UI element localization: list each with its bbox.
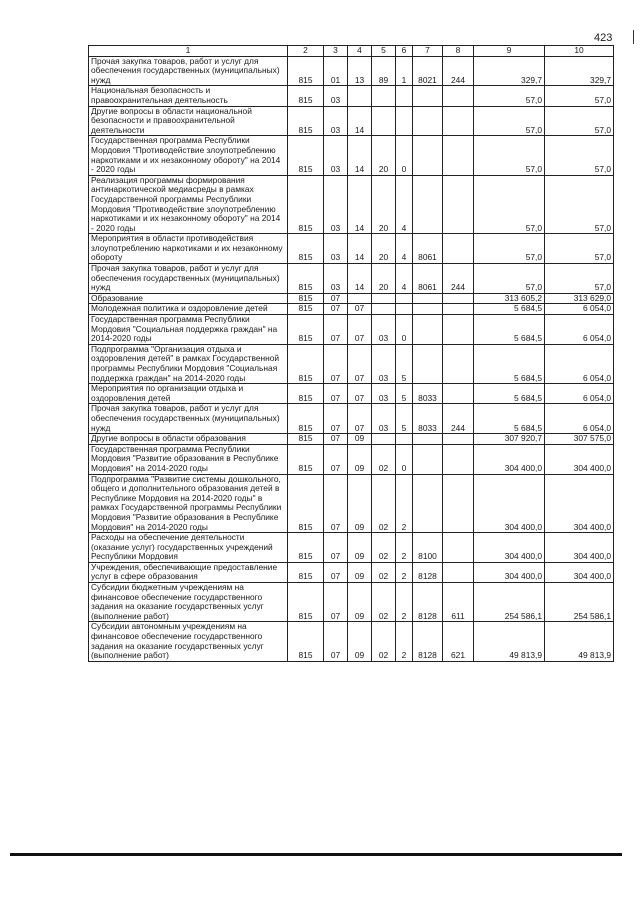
- amount-2015-cell: 329,7: [474, 56, 545, 86]
- admin-code-cell: 815: [288, 384, 324, 404]
- admin-code-cell: 815: [288, 234, 324, 264]
- target-article-code-cell: 8061: [413, 234, 443, 264]
- section-code-cell: 07: [324, 583, 348, 622]
- program-code-cell: [372, 86, 396, 106]
- item-name-cell: Другие вопросы в области национальной безопасности и правоохранительной деятельности: [89, 106, 288, 136]
- program-code-cell: 02: [372, 562, 396, 582]
- program-code-cell: 20: [372, 175, 396, 234]
- item-name-cell: Государственная программа Республики Мордовия "Развитие образования в Республике Мордовия" на 2014-2020 годы: [89, 444, 288, 474]
- subsection-code-cell: 14: [348, 234, 372, 264]
- amount-2015-cell: 5 684,5: [474, 384, 545, 404]
- section-code-cell: 03: [324, 264, 348, 294]
- subprogram-code-cell: [396, 304, 413, 315]
- admin-code-cell: 815: [288, 175, 324, 234]
- amount-2016-cell: 307 575,0: [545, 434, 614, 445]
- target-article-code-cell: 8033: [413, 404, 443, 434]
- item-name-cell: Прочая закупка товаров, работ и услуг для обеспечения государственных (муниципальных) нужд: [89, 264, 288, 294]
- program-code-cell: 02: [372, 444, 396, 474]
- section-code-cell: 07: [324, 444, 348, 474]
- admin-code-cell: 815: [288, 533, 324, 563]
- amount-2016-cell: 57,0: [545, 106, 614, 136]
- amount-2015-cell: 57,0: [474, 106, 545, 136]
- amount-2015-cell: 5 684,5: [474, 404, 545, 434]
- expense-type-code-cell: 621: [443, 622, 474, 661]
- program-code-cell: [372, 293, 396, 304]
- item-name-cell: Государственная программа Республики Мордовия "Социальная поддержка граждан" на 2014-2020 годы: [89, 315, 288, 345]
- program-code-cell: 03: [372, 344, 396, 383]
- expense-type-code-cell: [443, 384, 474, 404]
- amount-2015-cell: 304 400,0: [474, 533, 545, 563]
- subprogram-code-cell: 2: [396, 622, 413, 661]
- expense-type-code-cell: [443, 234, 474, 264]
- header-cell: 8: [443, 46, 474, 57]
- item-name-cell: Национальная безопасность и правоохранительная деятельность: [89, 86, 288, 106]
- expense-type-code-cell: [443, 344, 474, 383]
- table-row: [89, 444, 614, 474]
- header-cell: 5: [372, 46, 396, 57]
- table-row: [89, 404, 614, 434]
- section-code-cell: 07: [324, 562, 348, 582]
- program-code-cell: 02: [372, 622, 396, 661]
- header-cell: 9: [474, 46, 545, 57]
- subsection-code-cell: 14: [348, 106, 372, 136]
- header-cell: 2: [288, 46, 324, 57]
- program-code-cell: 89: [372, 56, 396, 86]
- target-article-code-cell: [413, 106, 443, 136]
- header-cell: 10: [545, 46, 614, 57]
- subprogram-code-cell: 2: [396, 533, 413, 563]
- program-code-cell: 03: [372, 384, 396, 404]
- budget-table: [88, 45, 614, 662]
- subsection-code-cell: 09: [348, 622, 372, 661]
- amount-2016-cell: 329,7: [545, 56, 614, 86]
- item-name-cell: Государственная программа Республики Мордовия "Противодействие злоупотреблению наркотиками и их незаконному обороту" на 2014 - 2020 годы: [89, 136, 288, 175]
- amount-2015-cell: 5 684,5: [474, 344, 545, 383]
- amount-2015-cell: 57,0: [474, 86, 545, 106]
- subprogram-code-cell: 4: [396, 264, 413, 294]
- subprogram-code-cell: [396, 434, 413, 445]
- amount-2016-cell: 57,0: [545, 234, 614, 264]
- amount-2015-cell: 5 684,5: [474, 315, 545, 345]
- section-code-cell: 03: [324, 136, 348, 175]
- subprogram-code-cell: 5: [396, 384, 413, 404]
- program-code-cell: 02: [372, 533, 396, 563]
- table-row: [89, 86, 614, 106]
- item-name-cell: Прочая закупка товаров, работ и услуг для обеспечения государственных (муниципальных) нужд: [89, 56, 288, 86]
- subprogram-code-cell: 4: [396, 175, 413, 234]
- table-row: [89, 384, 614, 404]
- header-cell: 6: [396, 46, 413, 57]
- section-code-cell: 07: [324, 384, 348, 404]
- header-row: [89, 46, 614, 57]
- table-row: [89, 562, 614, 582]
- admin-code-cell: 815: [288, 344, 324, 383]
- amount-2016-cell: 6 054,0: [545, 304, 614, 315]
- admin-code-cell: 815: [288, 444, 324, 474]
- item-name-cell: Расходы на обеспечение деятельности (оказание услуг) государственных учреждений Республики Мордовия: [89, 533, 288, 563]
- target-article-code-cell: 8128: [413, 622, 443, 661]
- expense-type-code-cell: 244: [443, 56, 474, 86]
- subsection-code-cell: 09: [348, 533, 372, 563]
- target-article-code-cell: [413, 444, 443, 474]
- amount-2016-cell: 254 586,1: [545, 583, 614, 622]
- admin-code-cell: 815: [288, 474, 324, 533]
- bottom-rule: [10, 853, 622, 856]
- expense-type-code-cell: 244: [443, 264, 474, 294]
- header-cell: 3: [324, 46, 348, 57]
- section-code-cell: 01: [324, 56, 348, 86]
- target-article-code-cell: 8061: [413, 264, 443, 294]
- program-code-cell: 02: [372, 583, 396, 622]
- target-article-code-cell: [413, 304, 443, 315]
- table-row: [89, 474, 614, 533]
- expense-type-code-cell: [443, 562, 474, 582]
- admin-code-cell: 815: [288, 56, 324, 86]
- admin-code-cell: 815: [288, 106, 324, 136]
- subprogram-code-cell: 1: [396, 56, 413, 86]
- table-row: [89, 315, 614, 345]
- section-code-cell: 07: [324, 533, 348, 563]
- subprogram-code-cell: 5: [396, 404, 413, 434]
- subprogram-code-cell: [396, 106, 413, 136]
- header-cell: 7: [413, 46, 443, 57]
- expense-type-code-cell: [443, 293, 474, 304]
- target-article-code-cell: 8033: [413, 384, 443, 404]
- admin-code-cell: 815: [288, 136, 324, 175]
- subsection-code-cell: 14: [348, 264, 372, 294]
- target-article-code-cell: [413, 434, 443, 445]
- admin-code-cell: 815: [288, 264, 324, 294]
- subsection-code-cell: 14: [348, 136, 372, 175]
- subprogram-code-cell: 0: [396, 444, 413, 474]
- admin-code-cell: 815: [288, 434, 324, 445]
- program-code-cell: 20: [372, 136, 396, 175]
- table-row: [89, 264, 614, 294]
- amount-2016-cell: 57,0: [545, 264, 614, 294]
- item-name-cell: Молодежная политика и оздоровление детей: [89, 304, 288, 315]
- item-name-cell: Мероприятия в области противодействия злоупотреблению наркотиками и их незаконному обороту: [89, 234, 288, 264]
- admin-code-cell: 815: [288, 315, 324, 345]
- amount-2015-cell: 57,0: [474, 264, 545, 294]
- table-row: [89, 56, 614, 86]
- table-row: [89, 136, 614, 175]
- target-article-code-cell: 8128: [413, 583, 443, 622]
- table-row: [89, 344, 614, 383]
- subprogram-code-cell: 4: [396, 234, 413, 264]
- item-name-cell: Подпрограмма "Организация отдыха и оздоровления детей" в рамках Государственной программы Республики Мордовия "Социальная поддержка граждан" на 2014-2020 годы: [89, 344, 288, 383]
- subsection-code-cell: 14: [348, 175, 372, 234]
- subsection-code-cell: 13: [348, 56, 372, 86]
- admin-code-cell: 815: [288, 86, 324, 106]
- amount-2016-cell: 6 054,0: [545, 384, 614, 404]
- subsection-code-cell: 07: [348, 404, 372, 434]
- subsection-code-cell: 09: [348, 583, 372, 622]
- table-row: [89, 106, 614, 136]
- table-row: [89, 533, 614, 563]
- program-code-cell: 03: [372, 315, 396, 345]
- subprogram-code-cell: 2: [396, 583, 413, 622]
- table-row: [89, 622, 614, 661]
- subprogram-code-cell: 5: [396, 344, 413, 383]
- subprogram-code-cell: 0: [396, 315, 413, 345]
- subprogram-code-cell: 0: [396, 136, 413, 175]
- amount-2015-cell: 254 586,1: [474, 583, 545, 622]
- expense-type-code-cell: [443, 175, 474, 234]
- target-article-code-cell: 8100: [413, 533, 443, 563]
- table-row: [89, 175, 614, 234]
- program-code-cell: 20: [372, 234, 396, 264]
- section-code-cell: 03: [324, 175, 348, 234]
- subsection-code-cell: 07: [348, 344, 372, 383]
- section-code-cell: 07: [324, 315, 348, 345]
- amount-2015-cell: 57,0: [474, 234, 545, 264]
- subsection-code-cell: [348, 86, 372, 106]
- amount-2016-cell: 57,0: [545, 175, 614, 234]
- section-code-cell: 03: [324, 234, 348, 264]
- amount-2015-cell: 49 813,9: [474, 622, 545, 661]
- amount-2016-cell: 313 629,0: [545, 293, 614, 304]
- section-code-cell: 07: [324, 293, 348, 304]
- subsection-code-cell: 07: [348, 304, 372, 315]
- program-code-cell: [372, 434, 396, 445]
- expense-type-code-cell: 244: [443, 404, 474, 434]
- amount-2016-cell: 304 400,0: [545, 474, 614, 533]
- target-article-code-cell: 8128: [413, 562, 443, 582]
- item-name-cell: Другие вопросы в области образования: [89, 434, 288, 445]
- expense-type-code-cell: [443, 474, 474, 533]
- page-corner-mark: [633, 30, 634, 44]
- expense-type-code-cell: [443, 86, 474, 106]
- expense-type-code-cell: [443, 304, 474, 315]
- subprogram-code-cell: [396, 86, 413, 106]
- admin-code-cell: 815: [288, 622, 324, 661]
- expense-type-code-cell: 611: [443, 583, 474, 622]
- program-code-cell: [372, 304, 396, 315]
- section-code-cell: 07: [324, 434, 348, 445]
- table-row: [89, 293, 614, 304]
- table-row: [89, 583, 614, 622]
- amount-2016-cell: 57,0: [545, 86, 614, 106]
- item-name-cell: Прочая закупка товаров, работ и услуг для обеспечения государственных (муниципальных) нужд: [89, 404, 288, 434]
- amount-2016-cell: 304 400,0: [545, 562, 614, 582]
- amount-2016-cell: 49 813,9: [545, 622, 614, 661]
- subsection-code-cell: 09: [348, 474, 372, 533]
- target-article-code-cell: [413, 474, 443, 533]
- amount-2016-cell: 6 054,0: [545, 344, 614, 383]
- item-name-cell: Реализация программы формирования антинаркотической медиасреды в рамках Государственной программы Республики Мордовия "Противодействие злоупотреблению наркотиками и их незаконному обороту" на 2014 - 2020 годы: [89, 175, 288, 234]
- section-code-cell: 07: [324, 344, 348, 383]
- expense-type-code-cell: [443, 106, 474, 136]
- item-name-cell: Мероприятия по организации отдыха и оздоровления детей: [89, 384, 288, 404]
- subprogram-code-cell: 2: [396, 562, 413, 582]
- table-row: [89, 434, 614, 445]
- target-article-code-cell: [413, 86, 443, 106]
- page-number: 423: [594, 32, 613, 44]
- item-name-cell: Субсидии бюджетным учреждениям на финансовое обеспечение государственного задания на оказание государственных услуг (выполнение работ): [89, 583, 288, 622]
- amount-2016-cell: 304 400,0: [545, 444, 614, 474]
- subprogram-code-cell: [396, 293, 413, 304]
- section-code-cell: 07: [324, 304, 348, 315]
- header-cell: 4: [348, 46, 372, 57]
- program-code-cell: 03: [372, 404, 396, 434]
- target-article-code-cell: [413, 293, 443, 304]
- target-article-code-cell: [413, 136, 443, 175]
- program-code-cell: 20: [372, 264, 396, 294]
- section-code-cell: 07: [324, 474, 348, 533]
- subsection-code-cell: 09: [348, 444, 372, 474]
- admin-code-cell: 815: [288, 404, 324, 434]
- header-cell: 1: [89, 46, 288, 57]
- admin-code-cell: 815: [288, 562, 324, 582]
- expense-type-code-cell: [443, 533, 474, 563]
- amount-2015-cell: 304 400,0: [474, 444, 545, 474]
- target-article-code-cell: [413, 344, 443, 383]
- amount-2016-cell: 304 400,0: [545, 533, 614, 563]
- amount-2016-cell: 6 054,0: [545, 315, 614, 345]
- amount-2015-cell: 304 400,0: [474, 562, 545, 582]
- section-code-cell: 07: [324, 622, 348, 661]
- section-code-cell: 03: [324, 106, 348, 136]
- program-code-cell: [372, 106, 396, 136]
- amount-2016-cell: 6 054,0: [545, 404, 614, 434]
- subsection-code-cell: 09: [348, 434, 372, 445]
- amount-2015-cell: 307 920,7: [474, 434, 545, 445]
- target-article-code-cell: 8021: [413, 56, 443, 86]
- admin-code-cell: 815: [288, 583, 324, 622]
- item-name-cell: Учреждения, обеспечивающие предоставление услуг в сфере образования: [89, 562, 288, 582]
- expense-type-code-cell: [443, 444, 474, 474]
- table-row: [89, 304, 614, 315]
- subsection-code-cell: 07: [348, 384, 372, 404]
- amount-2015-cell: 304 400,0: [474, 474, 545, 533]
- target-article-code-cell: [413, 175, 443, 234]
- subsection-code-cell: 09: [348, 562, 372, 582]
- expense-type-code-cell: [443, 315, 474, 345]
- program-code-cell: 02: [372, 474, 396, 533]
- table-row: [89, 234, 614, 264]
- expense-type-code-cell: [443, 136, 474, 175]
- section-code-cell: 07: [324, 404, 348, 434]
- target-article-code-cell: [413, 315, 443, 345]
- item-name-cell: Подпрограмма "Развитие системы дошкольного, общего и дополнительного образования детей в Республике Мордовия на 2014-2020 годы" в рамках Государственной программы Республики Мордовия "Развитие образования в Республике Мордовия" на 2014-2020 годы: [89, 474, 288, 533]
- item-name-cell: Субсидии автономным учреждениям на финансовое обеспечение государственного задания на оказание государственных услуг (выполнение работ): [89, 622, 288, 661]
- subprogram-code-cell: 2: [396, 474, 413, 533]
- admin-code-cell: 815: [288, 293, 324, 304]
- subsection-code-cell: 07: [348, 315, 372, 345]
- amount-2015-cell: 57,0: [474, 175, 545, 234]
- amount-2015-cell: 5 684,5: [474, 304, 545, 315]
- amount-2015-cell: 313 605,2: [474, 293, 545, 304]
- expense-type-code-cell: [443, 434, 474, 445]
- subsection-code-cell: [348, 293, 372, 304]
- amount-2015-cell: 57,0: [474, 136, 545, 175]
- amount-2016-cell: 57,0: [545, 136, 614, 175]
- item-name-cell: Образование: [89, 293, 288, 304]
- section-code-cell: 03: [324, 86, 348, 106]
- admin-code-cell: 815: [288, 304, 324, 315]
